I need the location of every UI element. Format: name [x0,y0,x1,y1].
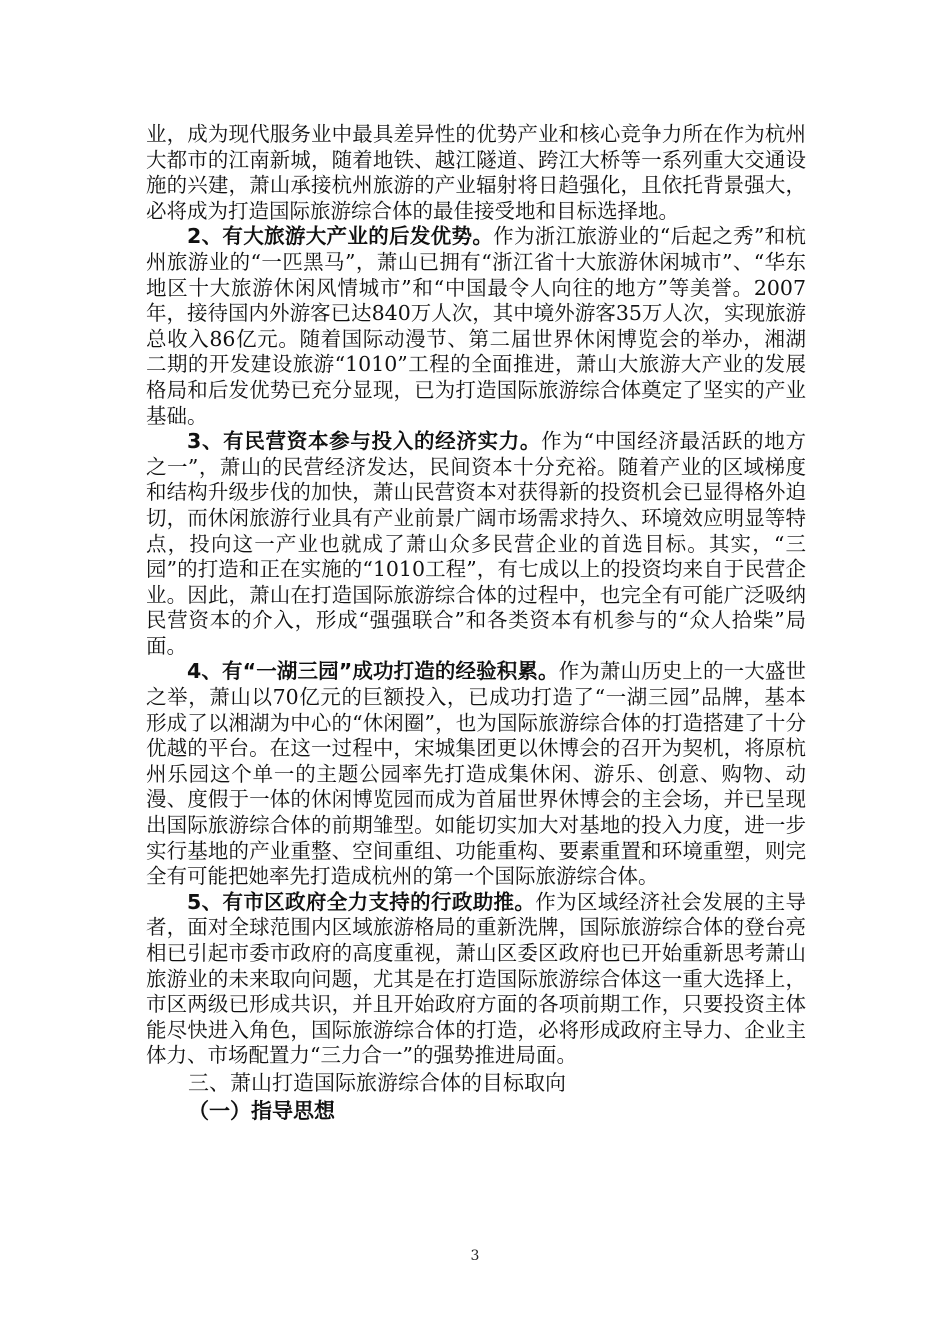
paragraph-lead: 3、有民营资本参与投入的经济实力。 [187,429,542,454]
paragraph-lead: 2、有大旅游大产业的后发优势。 [187,224,494,249]
paragraph-lead: 4、有“一湖三园”成功打造的经验积累。 [187,659,559,684]
paragraph-text: 作为“中国经济最活跃的地方之一”，萧山的民营经济发达，民间资本十分充裕。随着产业的区域梯度和结构升级步伐的加快，萧山民营资本对获得新的投资机会已显得格外迫切，而休闲旅游行业具有产业前景广阔市场需求持久、环境效应明显等特点，投向这一产业也就成了萧山众多民营企业的首选目标。其实，“三园”的打造和正在实施的“1010工程”，有七成以上的投资均来自于民营企业。因此，萧山在打造国际旅游综合体的过程中，也完全有可能广泛吸纳民营资本的介入，形成“强强联合”和各类资本有机参与的“众人拾柴”局面。 [146,429,806,658]
document-body [146,122,806,1125]
paragraph-text: 作为区域经济社会发展的主导者，面对全球范围内区域旅游格局的重新洗牌，国际旅游综合体的登台亮相已引起市委市政府的高度重视，萧山区委区政府也已开始重新思考萧山旅游业的未来取向问题，尤其是在打造国际旅游综合体这一重大选择上，市区两级已形成共识，并且开始政府方面的各项前期工作，只要投资主体能尽快进入角色，国际旅游综合体的打造，必将形成政府主导力、企业主体力、市场配置力“三力合一”的强势推进局面。 [146,889,806,1068]
subsection-heading: （一）指导思想 [188,1098,335,1123]
page-number: 3 [470,1248,480,1264]
paragraph-text: 业，成为现代服务业中最具差异性的优势产业和核心竞争力所在作为杭州大都市的江南新城，随着地铁、越江隧道、跨江大桥等一系列重大交通设施的兴建，萧山承接杭州旅游的产业辐射将日趋强化，且依托背景强大，必将成为打造国际旅游综合体的最佳接受地和目标选择地。 [146,122,806,223]
paragraph-advantage-5 [146,890,806,1069]
paragraph-advantage-3 [146,429,806,659]
paragraph-text: 作为浙江旅游业的“后起之秀”和杭州旅游业的“一匹黑马”，萧山已拥有“浙江省十大旅游休闲城市”、“华东地区十大旅游休闲风情城市”和“中国最令人向往的地方”等美誉。2007年，接待国内外游客已达840万人次，其中境外游客35万人次，实现旅游总收入86亿元。随着国际动漫节、第二届世界休闲博览会的举办，湘湖二期的开发建设旅游“1010”工程的全面推进，萧山大旅游大产业的发展格局和后发优势已充分显现，已为打造国际旅游综合体奠定了坚实的产业基础。 [146,224,806,428]
paragraph-text: 作为萧山历史上的一大盛世之举，萧山以70亿元的巨额投入，已成功打造了“一湖三园”品牌，基本形成了以湘湖为中心的“休闲圈”，也为国际旅游综合体的打造搭建了十分优越的平台。在这一过程中，宋城集团更以休博会的召开为契机，将原杭州乐园这个单一的主题公园率先打造成集休闲、游乐、创意、购物、动漫、度假于一体的休闲博览园而成为首届世界休博会的主会场，并已呈现出国际旅游综合体的前期雏型。如能切实加大对基地的投入力度，进一步实行基地的产业重整、空间重组、功能重构、要素重置和环境重塑，则完全有可能把她率先打造成杭州的第一个国际旅游综合体。 [146,659,806,889]
paragraph-advantage-2 [146,224,806,429]
paragraph-lead: 5、有市区政府全力支持的行政助推。 [187,889,536,914]
paragraph-advantage-4 [146,659,806,889]
section-heading: 三、萧山打造国际旅游综合体的目标取向 [188,1070,566,1095]
paragraph-intro-continued [146,122,806,224]
